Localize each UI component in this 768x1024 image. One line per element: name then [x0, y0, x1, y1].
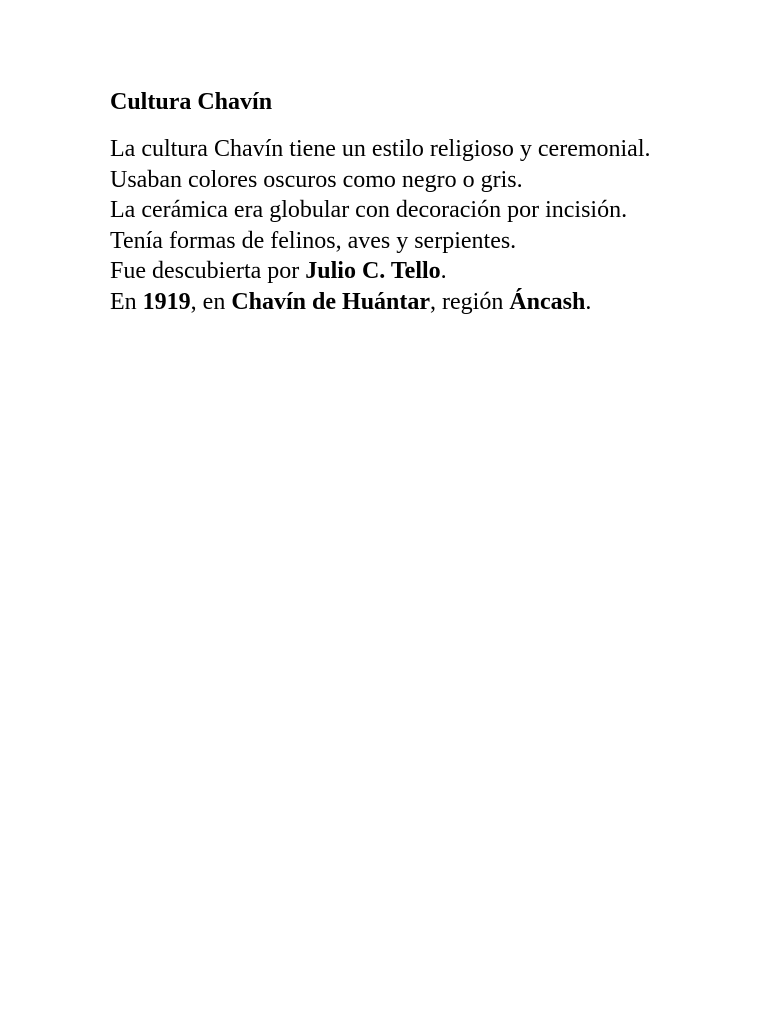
discovery-mid2: , región [430, 288, 510, 315]
document-title: Cultura Chavín [110, 89, 273, 115]
document-page [110, 86, 670, 317]
discoverer-suffix: . [440, 258, 447, 284]
discovery-mid: , en [190, 288, 232, 315]
paragraph-line-colors: Usaban colores oscuros como negro o gris. [110, 166, 523, 193]
document-body [110, 134, 670, 317]
discovery-suffix: . [585, 288, 592, 315]
discovery-place: Chavín de Huántar [231, 288, 431, 315]
discoverer-prefix: Fue descubierta por [110, 258, 306, 284]
paragraph-line-discovery-place [110, 287, 670, 318]
discovery-prefix: En [110, 288, 143, 315]
discoverer-name: Julio C. Tello [305, 258, 441, 284]
paragraph-line-discoverer [110, 256, 670, 287]
discovery-region: Áncash [509, 288, 586, 315]
paragraph-line-ceramics: La cerámica era globular con decoración por incisión. [110, 197, 628, 223]
paragraph-line-forms: Tenía formas de felinos, aves y serpientes. [110, 227, 517, 254]
paragraph-line-religious-style: La cultura Chavín tiene un estilo religioso y ceremonial. [110, 136, 651, 162]
discovery-year: 1919 [142, 288, 191, 315]
